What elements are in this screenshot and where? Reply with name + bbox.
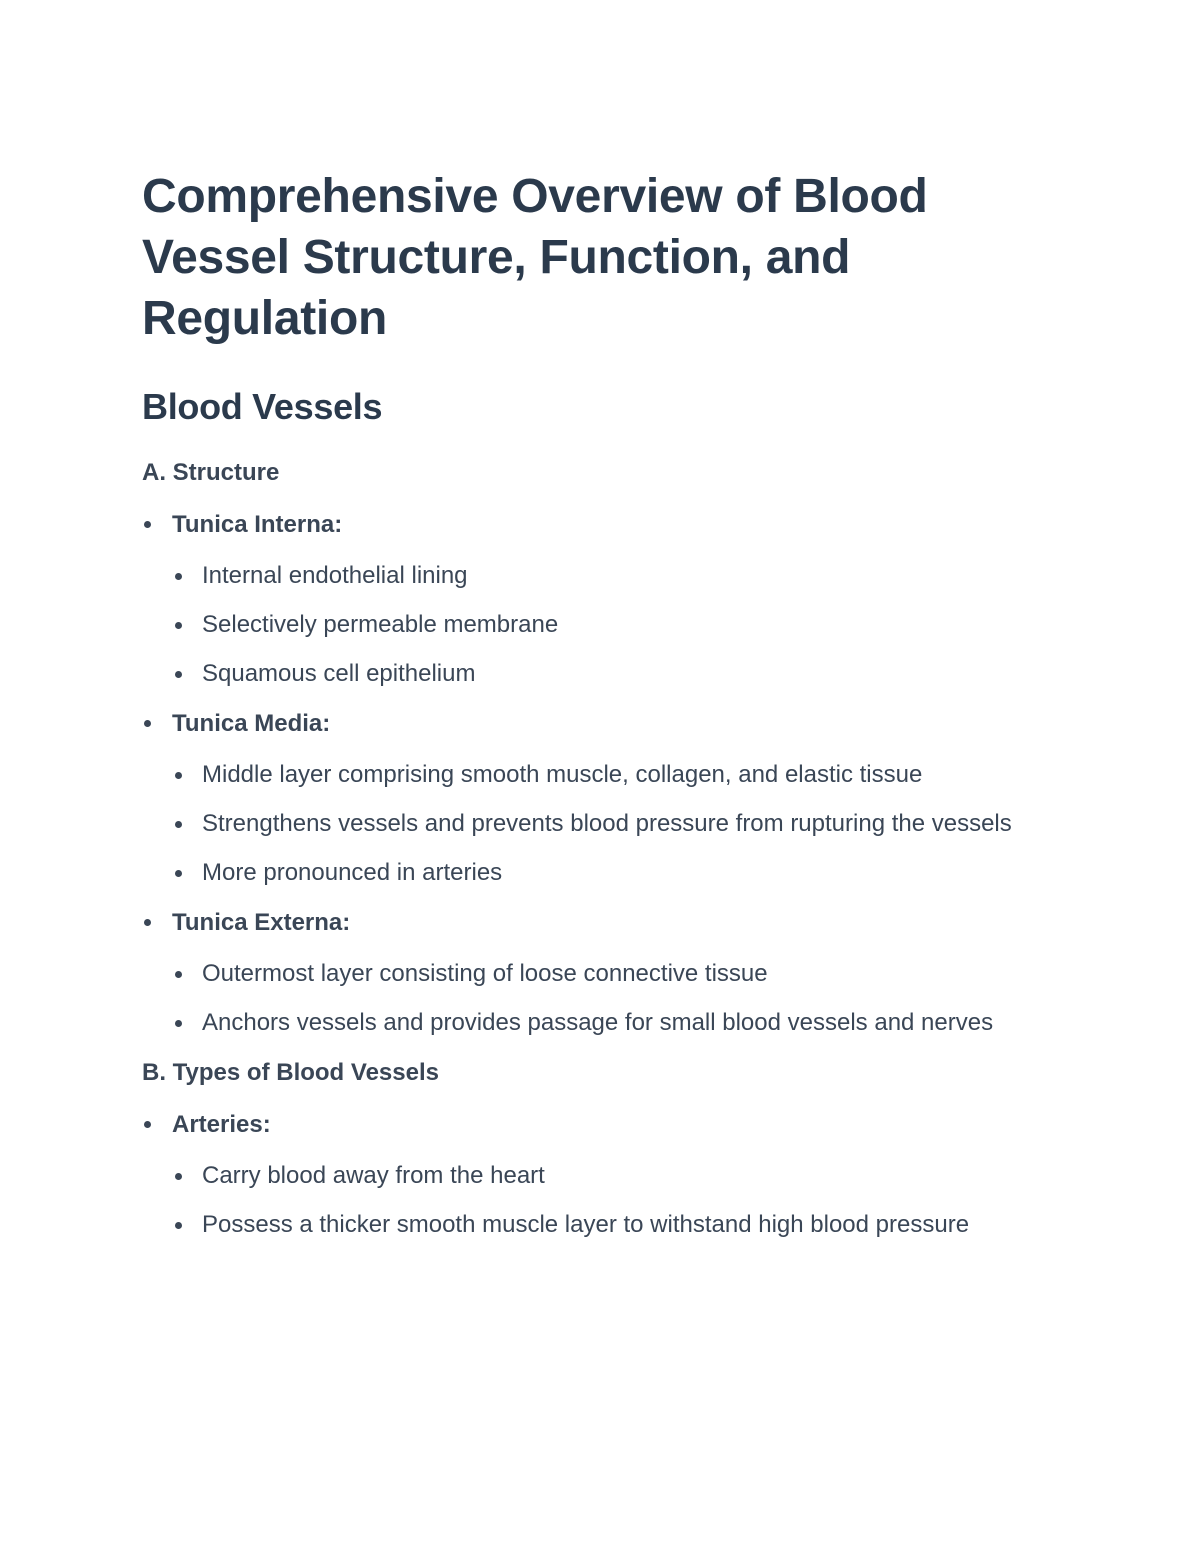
bullet-icon xyxy=(144,720,151,727)
list-item-tunica-externa xyxy=(142,901,1062,1043)
list-item xyxy=(172,853,1062,893)
list-item-text: Strengthens vessels and prevents blood pressure from rupturing the vessels xyxy=(202,810,1012,837)
list-item xyxy=(172,1156,1062,1196)
section-heading: Blood Vessels xyxy=(142,386,383,427)
list-item-tunica-interna xyxy=(142,503,1062,694)
list-item-label: Tunica Interna: xyxy=(172,511,343,538)
list-item-tunica-media xyxy=(142,702,1062,893)
list-item-text: Carry blood away from the heart xyxy=(202,1162,545,1189)
list-item xyxy=(172,804,1062,844)
list-item xyxy=(172,605,1062,645)
document-page xyxy=(142,166,1062,1245)
list-item-text: Middle layer comprising smooth muscle, collagen, and elastic tissue xyxy=(202,761,923,788)
sub-list xyxy=(172,954,1062,1043)
sub-list xyxy=(172,556,1062,694)
bullet-icon xyxy=(175,671,182,678)
list-item xyxy=(172,755,1062,795)
list-item-text: Selectively permeable membrane xyxy=(202,611,559,638)
bullet-icon xyxy=(175,1173,182,1180)
bullet-icon xyxy=(144,521,151,528)
bullet-icon xyxy=(175,971,182,978)
list-item-label: Tunica Externa: xyxy=(172,909,351,936)
bullet-icon xyxy=(144,919,151,926)
subsection-types xyxy=(142,1051,1062,1245)
list-item xyxy=(172,1003,1062,1043)
list-item-text: More pronounced in arteries xyxy=(202,859,503,886)
list-item-text: Possess a thicker smooth muscle layer to withstand high blood pressure xyxy=(202,1211,970,1238)
bullet-icon xyxy=(175,622,182,629)
bullet-icon xyxy=(175,772,182,779)
list-item-arteries xyxy=(142,1103,1062,1245)
list-item-text: Squamous cell epithelium xyxy=(202,660,476,687)
list-item-text: Internal endothelial lining xyxy=(202,562,468,589)
list-item xyxy=(172,1205,1062,1245)
list-item-text: Outermost layer consisting of loose connective tissue xyxy=(202,960,768,987)
list-item-label: Arteries: xyxy=(172,1111,271,1138)
subsection-structure xyxy=(142,451,1062,1043)
bullet-icon xyxy=(175,870,182,877)
bullet-icon xyxy=(175,573,182,580)
types-list xyxy=(142,1103,1062,1245)
structure-list xyxy=(142,503,1062,1043)
list-item xyxy=(172,954,1062,994)
subsection-heading: B. Types of Blood Vessels xyxy=(142,1059,439,1086)
list-item-text: Anchors vessels and provides passage for small blood vessels and nerves xyxy=(202,1009,994,1036)
sub-list xyxy=(172,755,1062,893)
bullet-icon xyxy=(144,1121,151,1128)
bullet-icon xyxy=(175,1020,182,1027)
bullet-icon xyxy=(175,821,182,828)
subsection-heading: A. Structure xyxy=(142,459,280,486)
list-item xyxy=(172,654,1062,694)
bullet-icon xyxy=(175,1222,182,1229)
list-item xyxy=(172,556,1062,596)
document-title: Comprehensive Overview of Blood Vessel Structure, Function, and Regulation xyxy=(142,170,928,345)
list-item-label: Tunica Media: xyxy=(172,710,331,737)
sub-list xyxy=(172,1156,1062,1245)
